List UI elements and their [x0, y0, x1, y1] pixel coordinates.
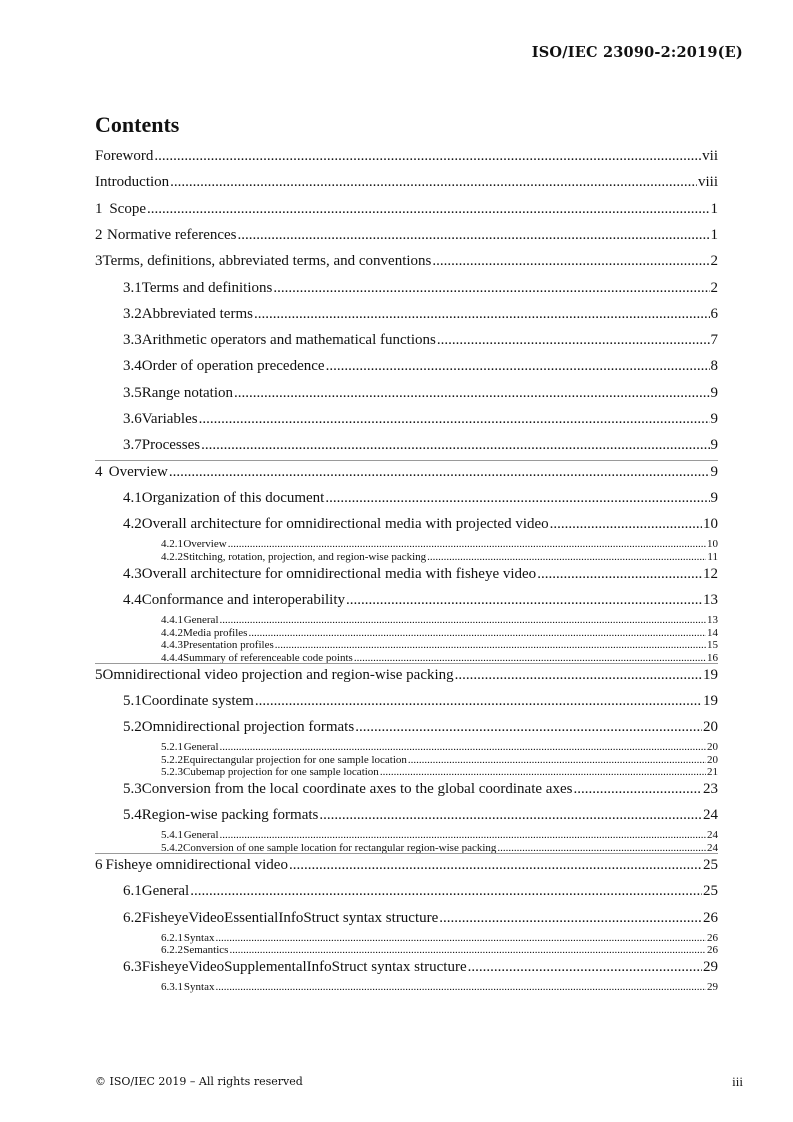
toc-leader-dots — [255, 693, 702, 710]
toc-entry[interactable] — [123, 358, 718, 375]
toc-entry-title: General — [141, 883, 190, 900]
toc-entry[interactable] — [161, 614, 718, 626]
toc-entry-title: Omnidirectional projection formats — [141, 719, 355, 736]
toc-entry[interactable] — [161, 741, 718, 753]
toc-entry-number: 4.2.2 — [161, 550, 183, 563]
toc-entry-title: General — [183, 614, 219, 626]
toc-entry-number: 6.1 — [123, 883, 142, 900]
toc-entry-page: 10 — [707, 538, 718, 551]
toc-entry-title: Scope — [109, 200, 146, 217]
toc-entry-page: 1 — [710, 200, 718, 217]
toc-entry-title: Coordinate system — [141, 692, 254, 709]
toc-entry-title: Organization of this document — [141, 489, 325, 506]
toc-entry[interactable] — [123, 807, 718, 824]
toc-entry-page: 26 — [707, 931, 718, 944]
toc-entry[interactable] — [95, 201, 718, 218]
toc-entry-page: 24 — [707, 829, 718, 842]
toc-entry-number: 5 — [95, 666, 103, 683]
toc-entry-page: 9 — [710, 411, 718, 427]
toc-entry-title: Stitching, rotation, projection, and region-wise packing — [183, 550, 427, 563]
toc-entry[interactable] — [123, 385, 718, 402]
toc-entry-page: 9 — [710, 463, 718, 480]
toc-leader-dots — [437, 332, 710, 349]
toc-leader-dots — [215, 932, 706, 944]
toc-entry-title: Overall architecture for omnidirectional media with projected video — [141, 516, 549, 533]
toc-entry[interactable] — [95, 667, 718, 684]
toc-entry-page: 9 — [710, 437, 718, 454]
toc-leader-dots — [229, 944, 706, 956]
toc-entry[interactable] — [95, 464, 718, 481]
toc-entry[interactable] — [123, 516, 718, 533]
toc-entry-title: FisheyeVideoSupplementalInfoStruct syntax structure — [141, 959, 467, 975]
toc-entry-page: 9 — [710, 384, 718, 401]
toc-entry[interactable] — [161, 944, 718, 956]
toc-leader-dots — [254, 306, 710, 323]
toc-entry-number: 4 — [95, 463, 103, 480]
toc-entry[interactable] — [95, 857, 718, 874]
toc-entry[interactable] — [161, 627, 718, 639]
toc-entry-title: General — [183, 829, 219, 842]
toc-entry-page: 26 — [707, 944, 718, 956]
toc-entry-title: Arithmetic operators and mathematical functions — [141, 332, 436, 349]
toc-leader-dots — [147, 201, 710, 218]
toc-entry-number: 4.4.2 — [161, 626, 183, 639]
toc-entry[interactable] — [123, 693, 718, 710]
toc-entry-number: 5.4 — [123, 807, 142, 824]
toc-entry-number: 3.4 — [123, 358, 142, 375]
toc-entry-number: 6 — [95, 856, 103, 873]
toc-leader-dots — [275, 639, 706, 651]
toc-entry[interactable] — [123, 490, 718, 507]
toc-entry-title: Overview — [108, 463, 168, 480]
toc-entry-number: 4.4.4 — [161, 651, 183, 664]
toc-leader-dots — [234, 385, 710, 402]
page-title: Contents — [95, 112, 180, 137]
toc-entry[interactable] — [123, 959, 718, 976]
toc-entry-page: 9 — [710, 489, 718, 506]
toc-entry-page: 21 — [707, 766, 718, 779]
toc-entry-number: 6.2 — [123, 909, 142, 926]
toc-entry[interactable] — [161, 538, 718, 550]
document-id-header: ISO/IEC 23090-2:2019(E) — [531, 44, 743, 61]
toc-entry[interactable] — [123, 592, 718, 609]
toc-entry-page: 19 — [703, 692, 718, 709]
toc-leader-dots — [228, 538, 706, 550]
toc-entry-number: 6.2.2 — [161, 944, 183, 956]
toc-entry-number: 3.7 — [123, 437, 142, 454]
toc-entry-number: 5.1 — [123, 692, 142, 709]
toc-entry-number: 2 — [95, 226, 103, 243]
toc-leader-dots — [199, 411, 710, 428]
toc-entry[interactable] — [161, 766, 718, 778]
toc-leader-dots — [201, 437, 709, 454]
toc-entry-title: Conversion from the local coordinate axes to the global coordinate axes — [141, 781, 573, 798]
toc-entry[interactable] — [95, 148, 718, 165]
toc-entry-page: 23 — [703, 781, 718, 798]
toc-entry[interactable] — [123, 306, 718, 323]
toc-entry-title: Region-wise packing formats — [141, 807, 319, 824]
toc-entry-page: 7 — [710, 332, 718, 349]
toc-entry-page: 8 — [710, 358, 718, 375]
toc-entry-page: 1 — [710, 226, 718, 243]
toc-entry[interactable] — [123, 437, 718, 454]
toc-entry-page: 26 — [703, 909, 718, 926]
copyright-notice: © ISO/IEC 2019 – All rights reserved — [95, 1075, 303, 1088]
toc-entry[interactable] — [123, 781, 718, 798]
toc-entry-page: 20 — [707, 753, 718, 766]
toc-leader-dots — [319, 807, 702, 824]
toc-entry-title: Summary of referenceable code points — [183, 651, 353, 664]
toc-entry[interactable] — [95, 174, 718, 191]
toc-entry[interactable] — [161, 829, 718, 841]
section-divider — [95, 663, 718, 664]
toc-leader-dots — [170, 174, 697, 191]
toc-entry-page: 24 — [707, 841, 718, 854]
toc-entry-number: 5.2.2 — [161, 753, 183, 766]
toc-leader-dots — [355, 719, 702, 736]
toc-leader-dots — [573, 781, 702, 798]
toc-leader-dots — [220, 741, 707, 753]
toc-entry-page: 29 — [707, 981, 718, 993]
toc-entry-page: 10 — [703, 516, 718, 533]
toc-entry-number: 4.4 — [123, 592, 142, 608]
toc-entry-number: 3.6 — [123, 411, 142, 427]
toc-entry-page: 11 — [707, 550, 718, 563]
toc-entry-page: viii — [697, 174, 718, 191]
toc-entry-number: 5.3 — [123, 781, 142, 798]
toc-entry-page: 29 — [703, 959, 718, 975]
toc-entry-page: 16 — [707, 651, 718, 664]
page-number: iii — [732, 1074, 743, 1089]
toc-entry-page: 13 — [707, 614, 718, 626]
toc-leader-dots — [408, 754, 706, 766]
toc-entry-page: 2 — [710, 253, 718, 270]
toc-entry-number: 4.2 — [123, 516, 142, 533]
toc-leader-dots — [190, 883, 702, 900]
toc-entry[interactable] — [161, 551, 718, 563]
toc-entry-number: 6.3.1 — [161, 981, 183, 993]
toc-entry-page: 24 — [703, 807, 718, 824]
toc-leader-dots — [380, 766, 706, 778]
toc-entry-title: Syntax — [183, 981, 215, 993]
toc-leader-dots — [325, 490, 709, 507]
toc-entry-title: Terms and definitions — [141, 279, 273, 296]
toc-entry-number: 5.2.1 — [161, 741, 183, 754]
toc-entry-number: 1 — [95, 200, 103, 217]
toc-entry-page: 25 — [703, 883, 718, 900]
toc-leader-dots — [215, 981, 706, 993]
toc-entry-number: 3 — [95, 253, 103, 270]
toc-entry-title: Range notation — [141, 384, 233, 401]
toc-entry-title: FisheyeVideoEssentialInfoStruct syntax structure — [141, 909, 439, 926]
toc-entry-title: Variables — [141, 411, 198, 427]
toc-entry[interactable] — [123, 332, 718, 349]
section-divider — [95, 460, 718, 461]
toc-entry[interactable] — [95, 227, 718, 244]
toc-leader-dots — [220, 614, 707, 626]
toc-leader-dots — [432, 253, 709, 270]
toc-entry-title: Overall architecture for omnidirectional media with fisheye video — [141, 565, 537, 582]
toc-entry[interactable] — [95, 253, 718, 270]
toc-entry-page: 20 — [707, 741, 718, 754]
toc-entry-page: 13 — [703, 592, 718, 608]
toc-entry-title: Terms, definitions, abbreviated terms, and conventions — [102, 253, 432, 270]
toc-entry[interactable] — [123, 910, 718, 927]
toc-entry-number: 5.2.3 — [161, 766, 183, 779]
toc-leader-dots — [439, 910, 702, 927]
toc-entry[interactable] — [123, 883, 718, 900]
toc-leader-dots — [537, 566, 702, 583]
toc-entry-title: Presentation profiles — [183, 639, 274, 651]
toc-entry[interactable] — [161, 932, 718, 944]
toc-entry-title: Normative references — [107, 226, 237, 243]
toc-entry[interactable] — [123, 411, 718, 428]
toc-leader-dots — [273, 280, 709, 297]
toc-leader-dots — [427, 551, 706, 563]
section-divider — [95, 853, 718, 854]
toc-entry-number: 4.3 — [123, 565, 142, 582]
toc-entry-number: 5.4.2 — [161, 841, 183, 854]
toc-leader-dots — [248, 627, 706, 639]
toc-entry-title: Fisheye omnidirectional video — [105, 856, 288, 873]
toc-entry-number: 4.1 — [123, 489, 142, 506]
toc-entry-number: 6.2.1 — [161, 931, 183, 944]
toc-entry-title: Foreword — [95, 148, 154, 164]
toc-entry-title: Omnidirectional video projection and region-wise packing — [102, 666, 454, 683]
toc-entry-title: Overview — [183, 538, 227, 551]
toc-entry-number: 6.3 — [123, 959, 142, 975]
toc-entry-number: 4.4.1 — [161, 614, 183, 626]
toc-entry-number: 5.2 — [123, 719, 142, 736]
toc-entry-page: 15 — [707, 639, 718, 651]
toc-leader-dots — [346, 592, 702, 609]
toc-entry-number: 3.5 — [123, 384, 142, 401]
toc-leader-dots — [455, 667, 702, 684]
toc-leader-dots — [289, 857, 702, 874]
toc-leader-dots — [238, 227, 710, 244]
toc-entry-title: Equirectangular projection for one sample location — [183, 753, 407, 766]
toc-entry-title: Cubemap projection for one sample location — [183, 766, 379, 779]
toc-entry-title: Abbreviated terms — [141, 305, 253, 322]
toc-leader-dots — [220, 829, 707, 841]
toc-entry-page: 25 — [703, 856, 718, 873]
toc-entry-number: 3.1 — [123, 279, 142, 296]
toc-leader-dots — [154, 148, 701, 165]
toc-entry-number: 3.2 — [123, 305, 142, 322]
toc-entry-title: Conformance and interoperability — [141, 592, 346, 608]
toc-entry-page: vii — [702, 148, 718, 164]
toc-entry-number: 4.4.3 — [161, 639, 183, 651]
toc-entry[interactable] — [123, 280, 718, 297]
toc-entry-page: 20 — [703, 719, 718, 736]
toc-entry-page: 19 — [703, 666, 718, 683]
toc-entry[interactable] — [161, 639, 718, 651]
toc-entry-page: 14 — [707, 626, 718, 639]
toc-leader-dots — [326, 358, 710, 375]
toc-entry[interactable] — [161, 754, 718, 766]
toc-entry-title: General — [183, 741, 219, 754]
toc-entry-title: Semantics — [183, 944, 229, 956]
toc-entry[interactable] — [123, 566, 718, 583]
toc-entry-title: Order of operation precedence — [141, 358, 325, 375]
toc-leader-dots — [550, 516, 702, 533]
toc-entry-number: 4.2.1 — [161, 538, 183, 551]
toc-entry-title: Conversion of one sample location for rectangular region-wise packing — [183, 841, 497, 854]
toc-entry-title: Media profiles — [183, 626, 248, 639]
toc-entry-page: 12 — [703, 565, 718, 582]
toc-entry[interactable] — [123, 719, 718, 736]
toc-entry[interactable] — [161, 981, 718, 993]
toc-entry-number: 3.3 — [123, 332, 142, 349]
toc-leader-dots — [468, 959, 702, 976]
toc-entry-title: Introduction — [95, 174, 170, 191]
toc-entry-title: Processes — [141, 437, 201, 454]
toc-entry-number: 5.4.1 — [161, 829, 183, 842]
toc-entry-page: 2 — [710, 279, 718, 296]
toc-leader-dots — [169, 464, 710, 481]
toc-entry-page: 6 — [710, 305, 718, 322]
toc-entry-title: Syntax — [183, 931, 215, 944]
